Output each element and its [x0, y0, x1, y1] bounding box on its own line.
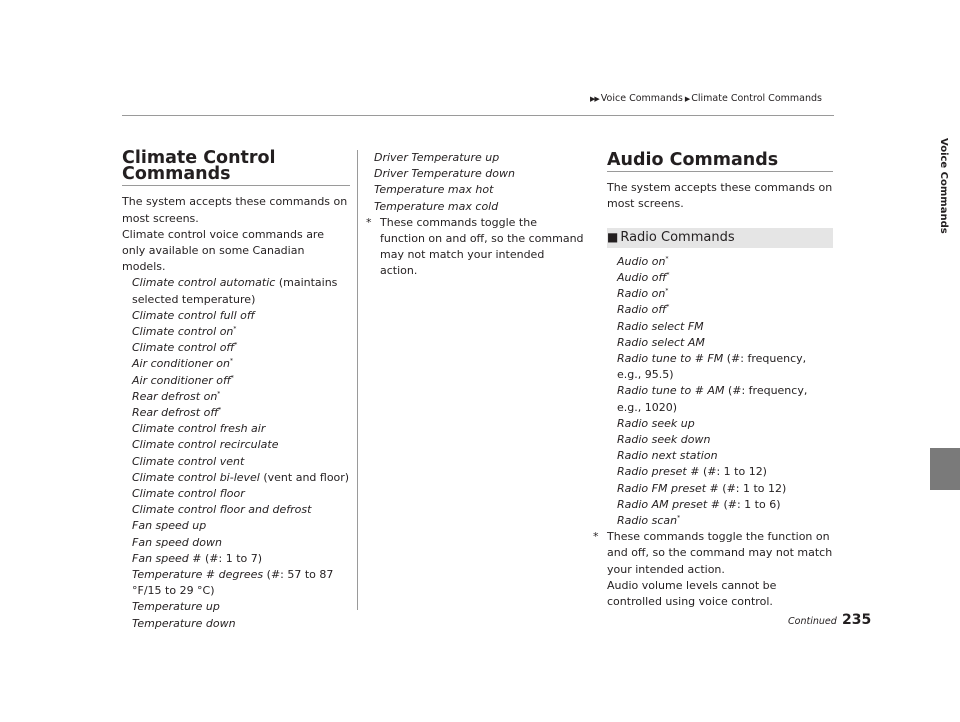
command-item: [617, 448, 833, 464]
command-item: [132, 405, 350, 421]
command-detail: # (#: 1 to 12): [686, 465, 767, 479]
footnote-mark: *: [593, 530, 599, 544]
audio-intro: The system accepts these commands on most screens.: [607, 181, 833, 211]
page-number: 235: [842, 612, 872, 628]
command-text: Radio tune to # FM: [617, 352, 724, 366]
command-text: Fan speed up: [132, 519, 207, 533]
command-text: Rear defrost on: [132, 389, 218, 403]
command-item: [132, 486, 350, 502]
command-text: Radio on: [617, 287, 666, 301]
command-item: [132, 437, 350, 453]
command-text: Climate control off: [132, 341, 235, 355]
command-item: [617, 319, 833, 335]
command-text: Air conditioner on: [132, 357, 230, 371]
command-detail: (#: frequency, e.g., 95.5): [617, 352, 807, 382]
command-item: [374, 150, 584, 166]
footnote-asterisk: *: [666, 303, 670, 311]
command-text: Climate control full off: [132, 308, 255, 322]
command-text: Audio on: [617, 254, 666, 268]
footnote-asterisk: *: [234, 341, 238, 349]
command-text: Climate control fresh air: [132, 422, 266, 436]
command-item: [132, 567, 350, 599]
command-item: [374, 166, 584, 182]
command-item: [374, 182, 584, 198]
footnote-asterisk: *: [677, 514, 681, 522]
command-item: [132, 518, 350, 534]
command-item: [617, 497, 833, 513]
command-item: [617, 254, 833, 270]
footnote-asterisk: *: [665, 287, 669, 295]
square-bullet-icon: ■: [607, 229, 619, 244]
command-item: [617, 351, 833, 383]
audio-volume-note: Audio volume levels cannot be controlled using voice control.: [607, 578, 777, 609]
command-text: Temperature up: [132, 600, 220, 614]
side-tab-marker: [930, 448, 960, 490]
command-item: [617, 481, 833, 497]
command-item: [132, 308, 350, 324]
command-text: Radio off: [617, 303, 667, 317]
command-item: [617, 464, 833, 480]
climate-availability: Climate control voice commands are only available on some Canadian models.: [122, 227, 324, 274]
breadcrumb: [590, 93, 834, 104]
command-item: [132, 373, 350, 389]
footnote-asterisk: *: [230, 373, 234, 381]
footnote-text: These commands toggle the function on and off, so the command may not match your intended action.: [380, 215, 584, 278]
climate-command-list-continued: [374, 150, 584, 215]
command-text: Climate control floor and defrost: [132, 503, 312, 517]
command-detail: # (#: 1 to 12): [706, 481, 787, 495]
command-text: Rear defrost off: [132, 406, 219, 420]
command-detail: # (#: 1 to 7): [188, 551, 263, 565]
command-text: Driver Temperature up: [374, 151, 500, 164]
command-item: [617, 302, 833, 318]
breadcrumb-item[interactable]: Climate Control Commands: [691, 93, 822, 104]
command-item: [132, 454, 350, 470]
command-item: [132, 599, 350, 615]
command-text: Climate control on: [132, 325, 234, 339]
command-text: Temperature # degrees: [132, 568, 264, 582]
command-item: [132, 502, 350, 518]
breadcrumb-item[interactable]: Voice Commands: [600, 93, 683, 104]
footnote-asterisk: *: [666, 271, 670, 279]
climate-column: [122, 150, 350, 632]
footnote-asterisk: *: [217, 390, 221, 398]
command-detail: (maintains selected temperature): [132, 276, 338, 306]
command-text: Radio seek down: [617, 433, 711, 447]
command-text: Radio next station: [617, 449, 718, 463]
command-item: [132, 470, 350, 486]
command-item: [132, 535, 350, 551]
side-tab: [930, 130, 960, 616]
command-text: Radio scan: [617, 514, 678, 528]
footnote-asterisk: *: [233, 325, 237, 333]
command-item: [132, 616, 350, 632]
command-item: [132, 421, 350, 437]
footnote-mark: *: [366, 215, 372, 229]
command-item: [132, 275, 350, 307]
command-text: Radio seek up: [617, 416, 695, 430]
command-text: Climate control bi-level: [132, 470, 260, 484]
radio-subheading-label: Radio Commands: [620, 229, 735, 245]
climate-continued-column: [366, 150, 584, 280]
command-text: Climate control automatic: [132, 276, 276, 290]
command-item: [617, 270, 833, 286]
audio-column: [593, 150, 833, 610]
command-item: [132, 551, 350, 567]
command-detail: (#: frequency, e.g., 1020): [617, 384, 808, 414]
climate-footnote: [366, 215, 584, 280]
command-text: Driver Temperature down: [374, 167, 515, 181]
command-text: Audio off: [617, 271, 667, 285]
command-item: [617, 335, 833, 351]
command-item: [132, 356, 350, 372]
arrow-icon: ▶: [684, 95, 690, 103]
footnote-asterisk: *: [229, 357, 233, 365]
command-item: [374, 199, 584, 215]
command-item: [132, 324, 350, 340]
command-text: Climate control floor: [132, 487, 245, 501]
command-text: Radio FM preset: [617, 481, 707, 495]
header-rule: [122, 115, 834, 116]
column-divider: [357, 150, 358, 610]
command-text: Temperature max hot: [374, 183, 494, 197]
climate-section-title: Climate Control Commands: [122, 150, 350, 186]
command-text: Radio select FM: [617, 319, 704, 333]
radio-command-list: [607, 254, 833, 529]
command-item: [617, 416, 833, 432]
command-text: Fan speed: [132, 551, 189, 565]
command-item: [132, 389, 350, 405]
command-text: Radio select AM: [617, 335, 705, 349]
command-text: Radio tune to # AM: [617, 384, 725, 398]
command-item: [617, 432, 833, 448]
command-detail: (vent and floor): [259, 470, 350, 484]
double-arrow-icon: ▶▶: [590, 95, 599, 103]
command-text: Air conditioner off: [132, 373, 231, 387]
command-text: Fan speed down: [132, 535, 222, 549]
footnote-asterisk: *: [218, 406, 222, 414]
climate-command-list: [122, 275, 350, 631]
audio-footnote: [593, 529, 833, 578]
command-detail: (#: 57 to 87 °F/15 to 29 °C): [132, 568, 334, 598]
side-tab-label: Voice Commands: [938, 138, 949, 234]
command-text: Climate control vent: [132, 454, 245, 468]
command-text: Temperature max cold: [374, 199, 499, 213]
footnote-asterisk: *: [665, 255, 669, 263]
command-item: [617, 513, 833, 529]
command-text: Radio AM preset: [617, 497, 708, 511]
command-item: [617, 383, 833, 415]
footnote-text: These commands toggle the function on and off, so the command may not match your intended action.: [607, 530, 833, 576]
command-item: [617, 286, 833, 302]
command-item: [132, 340, 350, 356]
command-text: Radio preset: [617, 465, 687, 479]
command-detail: # (#: 1 to 6): [707, 497, 781, 511]
climate-intro: The system accepts these commands on most screens.: [122, 195, 348, 225]
radio-subheading: [607, 228, 833, 248]
audio-section-title: Audio Commands: [607, 152, 833, 172]
command-text: Climate control recirculate: [132, 438, 279, 452]
continued-label: Continued: [788, 616, 837, 627]
command-text: Temperature down: [132, 616, 236, 630]
